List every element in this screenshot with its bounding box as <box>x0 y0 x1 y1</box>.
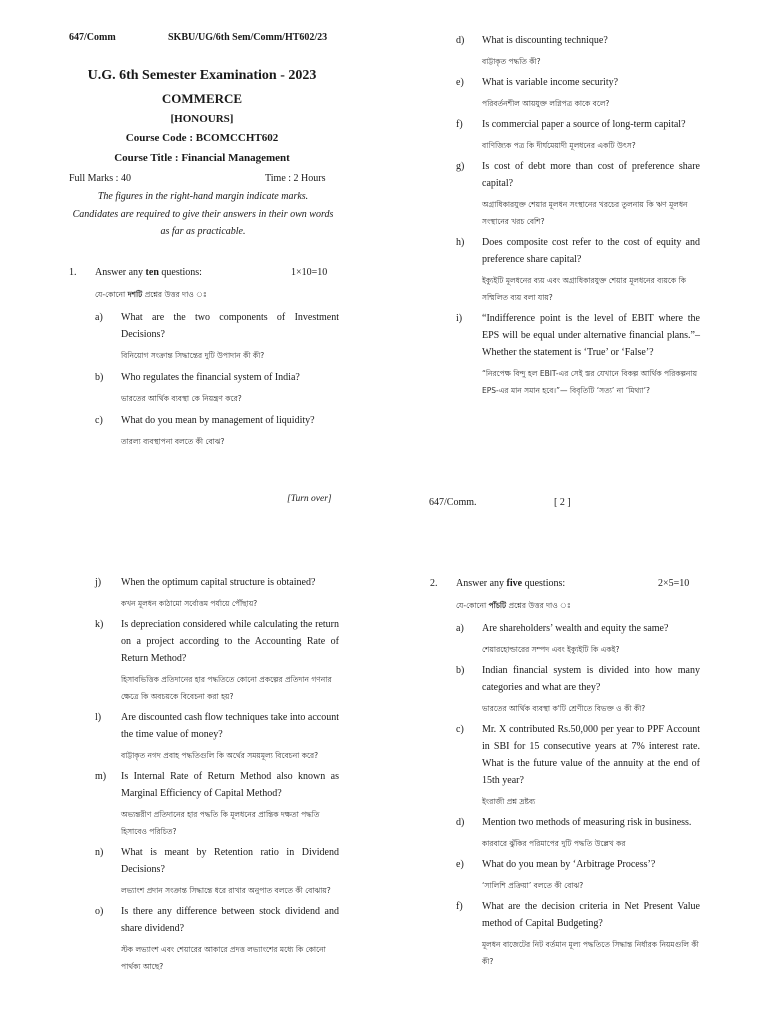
question-item <box>95 903 340 975</box>
paper-series-code: SKBU/UG/6th Sem/Comm/HT602/23 <box>168 32 328 43</box>
item-text-bengali: বাট্টাকৃত নগদ প্রবাহ পদ্ধতিগুলি কি অর্থের সময়মূল্য বিবেচনা করে? <box>121 751 319 760</box>
question-item <box>95 412 340 450</box>
item-text: What is variable income security? <box>482 77 619 88</box>
item-text-bengali: শেয়ারহোল্ডারের সম্পদ এবং ইক্যুইটি কি একই? <box>482 645 620 654</box>
question-2-instruction-bengali: যে-কোনো পাঁচটি প্রশ্নের উত্তর দাও ঃ <box>456 601 571 610</box>
question-item <box>456 814 701 852</box>
question-1-instruction-bengali: যে-কোনো দশটি প্রশ্নের উত্তর দাও ঃ <box>95 290 207 299</box>
item-text: What is meant by Retention ratio in Dividend Decisions? <box>121 847 339 875</box>
item-label: d) <box>456 817 465 828</box>
item-text: Are shareholders’ wealth and equity the same? <box>482 623 669 634</box>
item-text-bengali: “নিরপেক্ষ বিন্দু হল EBIT-এর সেই স্তর যেখানে বিকল্প আর্থিক পরিকল্পনায় EPS-এর মান সমান হবে।”— বিবৃতিটি ‘সত্য’ না ‘মিথ্যা’? <box>482 369 697 395</box>
page-2-code: 647/Comm. <box>429 497 477 508</box>
question-item <box>456 662 701 717</box>
item-label: d) <box>456 35 465 46</box>
item-text-bengali: ‘সালিশি প্রক্রিয়া’ বলতে কী বোঝ? <box>482 881 584 890</box>
item-text-bengali: অভ্যন্তরীণ প্রতিদানের হার পদ্ধতি কি মূলধনের প্রান্তিক দক্ষতা পদ্ধতি হিসাবেও পরিচিত? <box>121 810 320 836</box>
item-text: What are the two components of Investment Decisions? <box>121 312 339 340</box>
item-text: Is cost of debt more than cost of preference share capital? <box>482 161 700 189</box>
item-label: j) <box>95 577 102 588</box>
question-item <box>456 620 701 658</box>
item-text: Who regulates the financial system of India? <box>121 372 300 383</box>
item-label: b) <box>456 665 465 676</box>
item-label: l) <box>95 712 102 723</box>
item-text-bengali: ইংরাজী প্রশ্ন দ্রষ্টব্য <box>482 797 536 806</box>
item-text: Indian financial system is divided into how many categories and what are they? <box>482 665 700 693</box>
honours-label: [HONOURS] <box>170 113 234 125</box>
course-code: Course Code : BCOMCCHT602 <box>125 132 279 144</box>
exam-title: U.G. 6th Semester Examination - 2023 <box>87 68 317 83</box>
item-text: Mr. X contributed Rs.50,000 per year to PPF Account in SBI for 15 consecutive years at 7% interest rate. What is the future value of the annuity at the end of 15th year? <box>482 724 700 786</box>
question-item <box>95 616 340 705</box>
item-text-bengali: বাণিজ্যিক পত্র কি দীর্ঘমেয়াদী মূলধনের একটি উৎস? <box>482 141 636 150</box>
item-label: k) <box>95 619 104 630</box>
question-item <box>456 158 701 230</box>
question-2-instruction: Answer any five questions: <box>456 578 566 589</box>
item-text: “Indifference point is the level of EBIT where the EPS will be equal under alternative financial plans.”– Whether the statement is ‘True’ or ‘False’? <box>482 313 700 358</box>
item-label: n) <box>95 847 104 858</box>
question-item <box>95 309 340 364</box>
item-text-bengali: বাট্টাকৃত পদ্ধতি কী? <box>482 57 541 66</box>
item-label: c) <box>95 415 103 426</box>
q1-items-right <box>456 32 701 399</box>
q2-items <box>456 620 701 970</box>
item-text: Mention two methods of measuring risk in business. <box>482 817 692 828</box>
turn-over-note: [Turn over] <box>287 494 332 504</box>
item-label: e) <box>456 77 464 88</box>
item-label: f) <box>456 119 463 130</box>
item-text-bengali: ভারতের আর্থিক ব্যবস্থা ক'টি শ্রেণীতে বিভক্ত ও কী কী? <box>482 704 646 713</box>
item-text-bengali: কারবারে ঝুঁকির পরিমাপের দুটি পদ্ধতি উল্লেখ কর <box>482 839 626 848</box>
item-label: e) <box>456 859 464 870</box>
item-label: c) <box>456 724 464 735</box>
full-marks: Full Marks : 40 <box>69 173 131 184</box>
question-1-marks: 1×10=10 <box>291 267 328 278</box>
item-text: What is discounting technique? <box>482 35 608 46</box>
item-label: o) <box>95 906 104 917</box>
question-1-number: 1. <box>69 267 77 278</box>
question-item <box>95 768 340 840</box>
page-2-number: [ 2 ] <box>554 497 571 508</box>
item-text-bengali: পরিবর্তনশীল আয়যুক্ত লগ্নিপত্র কাকে বলে? <box>482 99 610 108</box>
question-2-number: 2. <box>430 578 438 589</box>
item-label: m) <box>95 771 107 782</box>
item-label: g) <box>456 161 465 172</box>
item-text: Is Internal Rate of Return Method also known as Marginal Efficiency of Capital Method? <box>121 771 339 799</box>
item-label: f) <box>456 901 463 912</box>
item-text-bengali: ইক্যুইটি মূলধনের ব্যয় এবং অগ্রাধিকারযুক্ত শেয়ার মূলধনের ব্যয়কে কি সম্মিলিত ব্যয় বলা যায়? <box>482 276 686 302</box>
item-label: b) <box>95 372 104 383</box>
question-item <box>456 721 701 810</box>
question-item <box>456 234 701 306</box>
question-item <box>456 32 701 70</box>
item-text: Is depreciation considered while calculating the return on a project according to the Accounting Rate of Return Method? <box>121 619 339 664</box>
question-item <box>456 74 701 112</box>
item-text: What do you mean by management of liquidity? <box>121 415 315 426</box>
item-text-bengali: অগ্রাধিকারযুক্ত শেয়ার মূলধন সংস্থানের খরচের তুলনায় কি ঋণ মূলধন সংস্থানের খরচ বেশি? <box>482 200 688 226</box>
item-text-bengali: মূলধন বাজেটের নিট বর্তমান মূল্য পদ্ধতিতে সিদ্ধান্ত নির্ধারক নিয়মগুলি কী কী? <box>482 940 699 966</box>
paper-code: 647/Comm <box>69 32 116 43</box>
question-item <box>456 898 701 970</box>
question-item <box>456 856 701 894</box>
item-text-bengali: তারল্য ব্যবস্থাপনা বলতে কী বোঝ? <box>121 437 225 446</box>
question-item <box>95 574 340 612</box>
item-text-bengali: স্টক লভ্যাংশ এবং শেয়ারের আকারে প্রদত্ত লভ্যাংশের মধ্যে কি কোনো পার্থক্য আছে? <box>121 945 326 971</box>
item-label: a) <box>95 312 103 323</box>
instruction-marks: The figures in the right-hand margin indicate marks. <box>97 191 309 202</box>
item-text: What do you mean by ‘Arbitrage Process’? <box>482 859 656 870</box>
item-text: Is commercial paper a source of long-term capital? <box>482 119 686 130</box>
q1-items-bottom <box>95 574 340 975</box>
item-text: When the optimum capital structure is obtained? <box>121 577 316 588</box>
item-text: Are discounted cash flow techniques take into account the time value of money? <box>121 712 339 740</box>
q1-items-left <box>95 309 340 450</box>
question-item <box>95 709 340 764</box>
question-item <box>95 844 340 899</box>
item-text: Is there any difference between stock dividend and share dividend? <box>121 906 339 934</box>
instruction-own-words: Candidates are required to give their answers in their own words as far as practicable. <box>72 209 334 237</box>
exam-duration: Time : 2 Hours <box>265 173 326 184</box>
subject-title: COMMERCE <box>161 91 243 106</box>
item-text-bengali: হিসাবভিত্তিক প্রতিদানের হার পদ্ধতিতে কোনো প্রকল্পের প্রতিদান গণনার ক্ষেত্রে কি অবচয়কে বিবেচনা করা হয়? <box>121 675 332 701</box>
question-item <box>456 116 701 154</box>
item-text-bengali: বিনিয়োগ সংক্রান্ত সিদ্ধান্তের দুটি উপাদান কী কী? <box>121 351 265 360</box>
question-1-instruction: Answer any ten questions: <box>95 267 202 278</box>
item-text-bengali: ভারতের আর্থিক ব্যবস্থা কে নিয়ন্ত্রণ করে? <box>121 394 242 403</box>
item-text-bengali: কখন মূলধন কাঠামো সর্বোত্তম পর্যায়ে পৌঁছায়? <box>121 599 258 608</box>
question-item <box>95 369 340 407</box>
course-title: Course Title : Financial Management <box>114 152 290 164</box>
item-label: a) <box>456 623 464 634</box>
item-text: What are the decision criteria in Net Present Value method of Capital Budgeting? <box>482 901 700 929</box>
item-label: h) <box>456 237 465 248</box>
item-text: Does composite cost refer to the cost of equity and preference share capital? <box>482 237 700 265</box>
question-2-marks: 2×5=10 <box>658 578 690 589</box>
item-text-bengali: লভ্যাংশ প্রদান সংক্রান্ত সিদ্ধান্তে ধরে রাখার অনুপাত বলতে কী বোঝায়? <box>121 886 331 895</box>
question-item <box>456 310 701 399</box>
item-label: i) <box>456 313 463 324</box>
